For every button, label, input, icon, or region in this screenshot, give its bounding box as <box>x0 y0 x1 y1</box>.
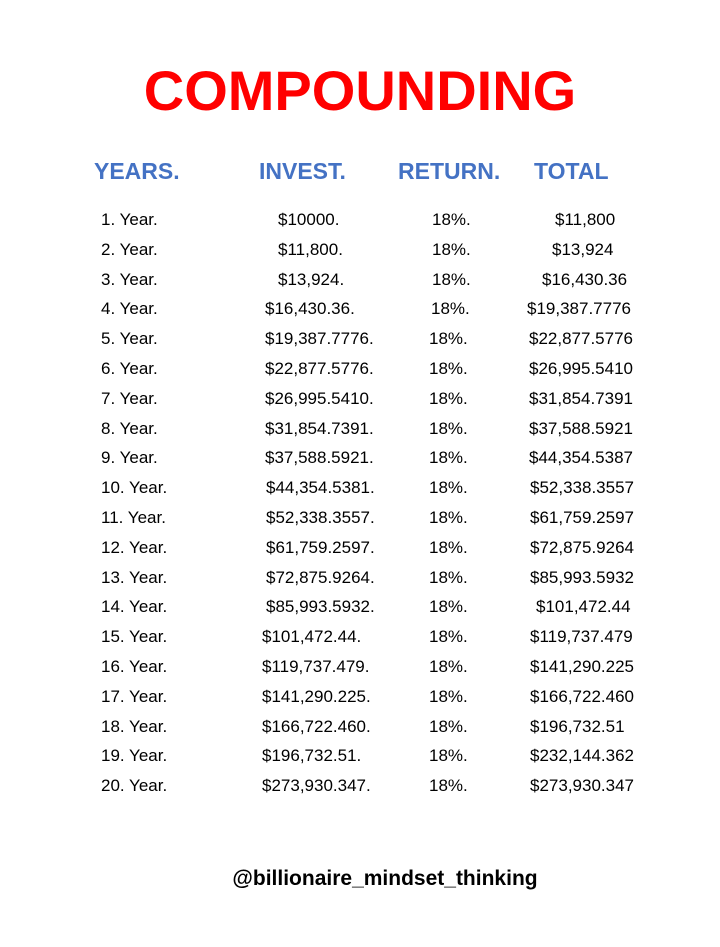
total-cell: $196,732.51 <box>530 716 625 736</box>
return-cell: 18%. <box>432 210 471 229</box>
year-cell: 19. Year. <box>101 746 168 766</box>
return-cell: 18%. <box>429 597 468 617</box>
total-cell: $16,430.36 <box>542 269 628 289</box>
invest-cell: $37,588.5921. <box>265 448 374 468</box>
invest-cell: $16,430.36. <box>265 299 355 319</box>
table-row <box>0 538 720 568</box>
year-cell: 18. Year. <box>101 716 168 736</box>
header-total: TOTAL <box>534 158 609 184</box>
return-cell: 18%. <box>429 537 468 557</box>
total-cell: $273,930.347 <box>530 776 634 796</box>
return-cell: 18%. <box>429 716 468 736</box>
return-cell: 18%. <box>429 508 468 527</box>
year-cell: 14. Year. <box>101 597 168 617</box>
return-cell: 18%. <box>429 359 468 378</box>
page-title: COMPOUNDING <box>143 59 577 122</box>
total-cell: $26,995.5410 <box>529 359 633 378</box>
invest-cell: $52,338.3557. <box>266 508 375 527</box>
invest-cell: $85,993.5932. <box>266 597 375 617</box>
header-years: YEARS. <box>94 158 180 184</box>
return-cell: 18%. <box>429 776 468 796</box>
table-row <box>0 746 720 776</box>
return-cell: 18%. <box>429 746 468 766</box>
invest-cell: $31,854.7391. <box>265 418 374 438</box>
total-cell: $101,472.44 <box>536 597 631 617</box>
total-cell: $31,854.7391 <box>529 388 633 408</box>
table-row <box>0 359 720 389</box>
table-row <box>0 270 720 300</box>
invest-cell: $101,472.44. <box>262 627 362 647</box>
invest-cell: $273,930.347. <box>262 776 371 796</box>
invest-cell: $72,875.9264. <box>266 567 375 587</box>
table-row <box>0 657 720 687</box>
year-cell: 1. Year. <box>101 210 158 229</box>
year-cell: 7. Year. <box>101 388 158 408</box>
table-row <box>0 240 720 270</box>
total-cell: $141,290.225 <box>530 657 634 676</box>
header-return: RETURN. <box>398 158 501 184</box>
invest-cell: $13,924. <box>278 269 345 289</box>
invest-cell: $119,737.479. <box>262 657 370 676</box>
year-cell: 12. Year. <box>101 537 168 557</box>
return-cell: 18%. <box>429 388 468 408</box>
table-row <box>0 687 720 717</box>
invest-cell: $11,800. <box>278 239 343 259</box>
year-cell: 16. Year. <box>101 657 168 676</box>
table-row <box>0 299 720 329</box>
return-cell: 18%. <box>429 657 468 676</box>
table-row <box>0 448 720 478</box>
total-cell: $119,737.479 <box>530 627 633 647</box>
total-cell: $11,800 <box>555 210 616 229</box>
year-cell: 20. Year. <box>101 776 168 796</box>
header-invest: INVEST. <box>259 158 346 184</box>
table-row <box>0 508 720 538</box>
return-cell: 18%. <box>429 329 468 349</box>
year-cell: 5. Year. <box>101 329 158 349</box>
table-row <box>0 478 720 508</box>
table-row <box>0 329 720 359</box>
invest-cell: $22,877.5776. <box>265 359 374 378</box>
total-cell: $85,993.5932 <box>530 567 634 587</box>
year-cell: 8. Year. <box>101 418 158 438</box>
invest-cell: $141,290.225. <box>262 686 371 706</box>
total-cell: $37,588.5921 <box>529 418 633 438</box>
year-cell: 6. Year. <box>101 359 158 378</box>
total-cell: $44,354.5387 <box>529 448 633 468</box>
total-cell: $52,338.3557 <box>530 478 634 498</box>
return-cell: 18%. <box>429 448 468 468</box>
return-cell: 18%. <box>429 686 468 706</box>
total-cell: $19,387.7776 <box>527 299 631 319</box>
year-cell: 3. Year. <box>101 269 158 289</box>
table-row <box>0 419 720 449</box>
year-cell: 10. Year. <box>101 478 168 498</box>
return-cell: 18%. <box>429 567 468 587</box>
total-cell: $13,924 <box>552 239 614 259</box>
return-cell: 18%. <box>429 418 468 438</box>
table-row <box>0 776 720 806</box>
total-cell: $166,722.460 <box>530 686 634 706</box>
table-row <box>0 568 720 598</box>
return-cell: 18%. <box>432 269 471 289</box>
table-row <box>0 389 720 419</box>
return-cell: 18%. <box>431 299 470 319</box>
return-cell: 18%. <box>432 239 471 259</box>
table-row <box>0 717 720 747</box>
year-cell: 2. Year. <box>101 239 158 259</box>
invest-cell: $26,995.5410. <box>265 388 374 408</box>
year-cell: 9. Year. <box>101 448 158 468</box>
invest-cell: $166,722.460. <box>262 716 371 736</box>
table-row <box>0 627 720 657</box>
invest-cell: $19,387.7776. <box>265 329 374 349</box>
year-cell: 13. Year. <box>101 567 168 587</box>
total-cell: $61,759.2597 <box>530 508 634 527</box>
year-cell: 15. Year. <box>101 627 168 647</box>
social-handle: @billionaire_mindset_thinking <box>232 867 538 890</box>
total-cell: $232,144.362 <box>530 746 634 766</box>
total-cell: $22,877.5776 <box>529 329 633 349</box>
invest-cell: $10000. <box>278 210 340 229</box>
return-cell: 18%. <box>429 627 468 647</box>
year-cell: 4. Year. <box>101 299 158 319</box>
year-cell: 11. Year. <box>101 508 166 527</box>
table-row <box>0 210 720 240</box>
year-cell: 17. Year. <box>101 686 168 706</box>
return-cell: 18%. <box>429 478 468 498</box>
invest-cell: $44,354.5381. <box>266 478 375 498</box>
invest-cell: $196,732.51. <box>262 746 362 766</box>
total-cell: $72,875.9264 <box>530 537 634 557</box>
invest-cell: $61,759.2597. <box>266 537 375 557</box>
table-row <box>0 597 720 627</box>
